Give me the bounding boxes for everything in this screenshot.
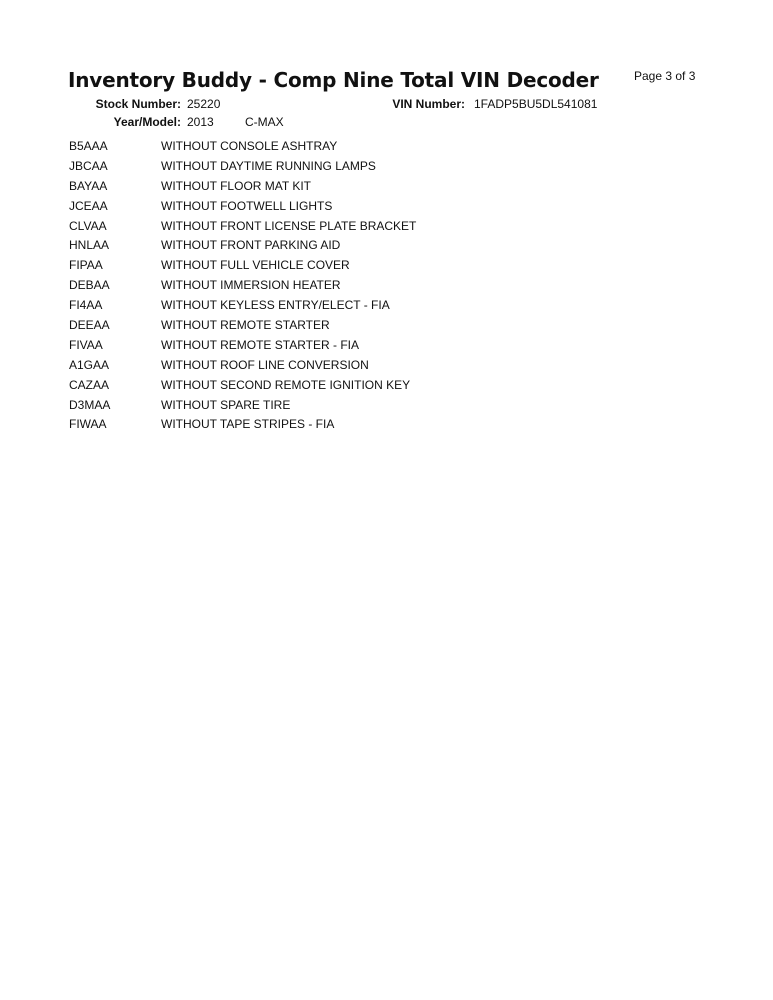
option-description: WITHOUT TAPE STRIPES - FIA (161, 417, 335, 432)
option-code: B5AAA (69, 139, 108, 153)
option-code: DEBAA (69, 278, 110, 293)
option-description: WITHOUT CONSOLE ASHTRAY (161, 139, 338, 153)
option-code: JCEAA (69, 198, 108, 213)
option-code: FIVAA (69, 337, 103, 352)
option-description: WITHOUT SPARE TIRE (161, 397, 291, 412)
option-row (69, 318, 689, 338)
page-number: Page 3 of 3 (634, 69, 696, 83)
document-title: Inventory Buddy - Comp Nine Total VIN Decoder (68, 68, 599, 92)
option-code: D3MAA (69, 397, 111, 412)
year-model-label: Year/Model: (113, 115, 181, 129)
vin-number-value: 1FADP5BU5DL541081 (474, 97, 598, 111)
option-row (69, 159, 689, 179)
option-code: HNLAA (69, 238, 110, 253)
option-code: JBCAA (69, 158, 108, 173)
option-row (69, 358, 689, 378)
option-row (69, 199, 689, 219)
vin-number-label: VIN Number: (392, 97, 465, 111)
option-description: WITHOUT ROOF LINE CONVERSION (161, 357, 369, 372)
option-code: FIPAA (69, 258, 103, 273)
option-code: FIWAA (69, 417, 107, 432)
option-description: WITHOUT FRONT LICENSE PLATE BRACKET (161, 218, 417, 233)
option-row (69, 258, 689, 278)
option-row (69, 398, 689, 418)
option-row (69, 338, 689, 358)
option-description: WITHOUT FLOOR MAT KIT (161, 178, 311, 193)
model-value: C-MAX (245, 115, 284, 129)
option-row (69, 378, 689, 398)
stock-number-label: Stock Number: (95, 97, 181, 111)
option-row (69, 298, 689, 318)
option-code: DEEAA (69, 318, 110, 333)
option-row (69, 219, 689, 239)
option-description: WITHOUT DAYTIME RUNNING LAMPS (161, 158, 376, 173)
option-row (69, 417, 689, 437)
option-description: WITHOUT REMOTE STARTER - FIA (161, 337, 359, 352)
option-code: CAZAA (69, 377, 110, 392)
stock-number-value: 25220 (187, 97, 221, 111)
option-code-list (69, 139, 689, 437)
option-code: BAYAA (69, 178, 108, 193)
option-description: WITHOUT FOOTWELL LIGHTS (161, 198, 333, 213)
option-description: WITHOUT IMMERSION HEATER (161, 278, 341, 293)
option-description: WITHOUT SECOND REMOTE IGNITION KEY (161, 377, 411, 392)
option-row (69, 139, 689, 159)
option-row (69, 238, 689, 258)
year-value: 2013 (187, 115, 214, 129)
option-description: WITHOUT FULL VEHICLE COVER (161, 258, 350, 273)
option-code: A1GAA (69, 357, 110, 372)
option-row (69, 278, 689, 298)
option-description: WITHOUT REMOTE STARTER (161, 318, 330, 333)
option-description: WITHOUT FRONT PARKING AID (161, 238, 341, 253)
option-row (69, 179, 689, 199)
option-code: FI4AA (69, 298, 103, 313)
option-description: WITHOUT KEYLESS ENTRY/ELECT - FIA (161, 298, 390, 313)
option-code: CLVAA (69, 218, 107, 233)
